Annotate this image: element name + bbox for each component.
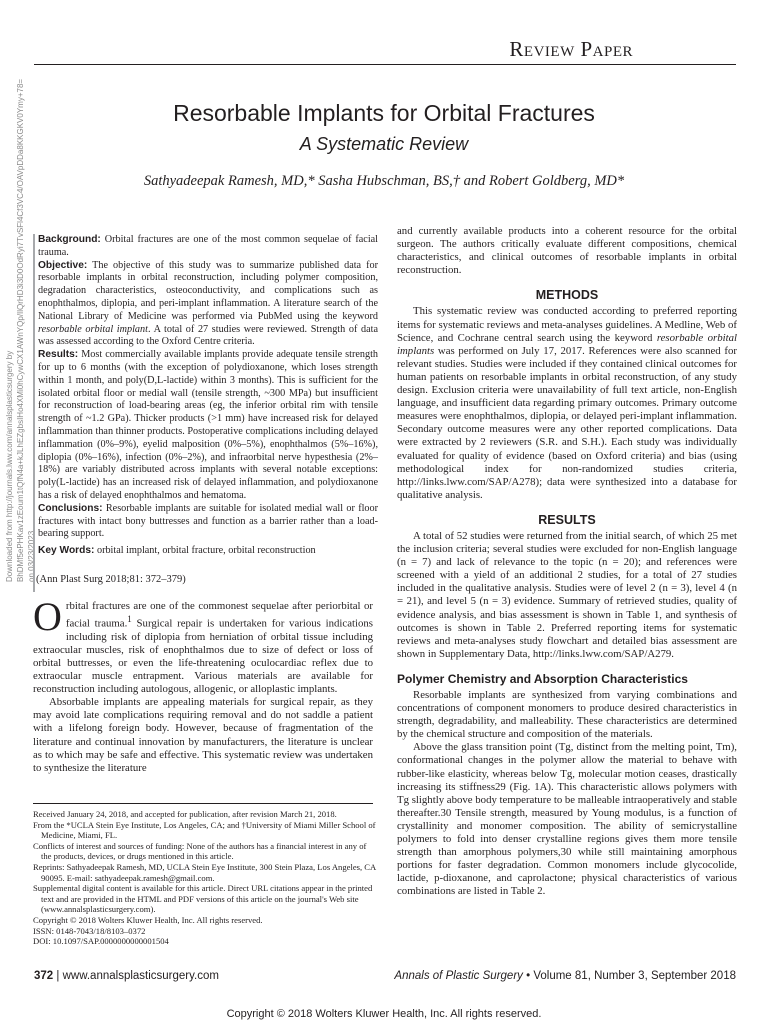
- keywords-label: Key Words:: [38, 545, 95, 557]
- article-title: Resorbable Implants for Orbital Fractures: [173, 100, 595, 126]
- footnote: Supplemental digital content is available for this article. Direct URL citations appear in the printed text and are provided in the HTML and PDF versions of this article on the journal's Web site (www.annalsplasticsurgery.com).: [33, 883, 373, 915]
- footer-right: [394, 970, 736, 982]
- footer-left: [34, 970, 219, 982]
- intro-body: [33, 594, 373, 775]
- footnote: Reprints: Sathyadeepak Ramesh, MD, UCLA Stein Eye Institute, 300 Stein Plaza, Los Angeles, CA 90095. E-mail: sathyadeepak.ramesh@gmail.com.: [33, 861, 376, 883]
- background-text: Orbital fractures are one of the most common sequelae of facial trauma.: [38, 234, 378, 258]
- objective-text: The objective of this study was to summarize published data for resorbable implants in orbital reconstruction, including polymer composition, degradation characteristics, osteoconductivity, and complications such as enophthalmos, diplopia, and peri-implant inflammation. A literature search of the National Library of Medicine was performed via PubMed using the keyword: [38, 259, 378, 322]
- intro-paragraph-1: [33, 594, 373, 696]
- results-text: Most commercially available implants provide adequate tensile strength for up to 6 months (with the exception of polydioxanone, which loses strength within 1 month, and poly(D,L-lactide) within 3 months). This is sufficient for the isolated orbital floor or medial wall (tensile strength, ~300 MPa) but insufficient for reconstruction of load-bearing areas (eg, the inferior orbital rim with tensile strength of ~1.2 GPa). Thicker products (>1 mm) have increased risk for delayed inflammation than thinner products. Postoperative complications including delayed inflammation (0%–9%), eyelid malposition (0%–5%), enophthalmos (5%–16%), diplopia (0%–16%), infection (0%–2%), and infraorbital nerve hypesthesia (2%–18%) are variably distributed across implants with several notable exceptions: poly(L-lactide) has an increased risk of delayed inflammation, and polydioxanone has a risk of delayed enophthalmos and hematoma.: [38, 349, 378, 501]
- header-rule: [34, 64, 736, 65]
- footer-separator: |: [56, 970, 63, 982]
- methods-keyword: resorbable orbital implants: [397, 331, 737, 357]
- footnote: DOI: 10.1097/SAP.0000000000001504: [33, 936, 169, 947]
- results-paragraph: A total of 52 studies were returned from the initial search, of which 25 met the inclusion criteria; several studies were excluded for non-English language (n = 7) and lack of relevance to the topic (n = 20); and references were screened with a yield of an additional 2 studies, for a total of 27 studies included in the qualitative analysis. Studies were of level 2 (n = 3), level 4 (n = 21), and level 5 (n = 3) evidence. Summary of retrieved studies, quality of evidence analysis, and bias assessment is shown in Table 1, and synthesis of outcomes is shown in Table 2. Preferred reporting items for systematic reviews and meta-analyses study flowchart and detailed bias assessment are shown in Supplementary Data, http://links.lww.com/SAP/A279.: [397, 529, 737, 660]
- objective-end: . A total of 27 studies were reviewed. Strength of data was assessed according to the Oxford Centre criteria.: [38, 323, 378, 348]
- download-watermark: Downloaded from http://journals.lww.com/annalsplasticsurgery by BhDMf5ePHKav1zEoum1tQfN4a+kJLhEZgbsIHo4XMi0hCywCX1AWnYQp/IlQrHD3i3D0OdRyi7TvSFl4Cf3VC4/OAVpDDa8KKGKV0Ymy+78= on 03/23/2023: [5, 78, 36, 582]
- abstract-objective: [38, 260, 378, 350]
- keywords-text: orbital implant, orbital fracture, orbital reconstruction: [96, 545, 316, 557]
- objective-label: Objective:: [38, 259, 88, 271]
- journal-website: www.annalsplasticsurgery.com: [62, 970, 219, 982]
- footnote: Received January 24, 2018, and accepted for publication, after revision March 21, 2018.: [33, 809, 337, 819]
- intro-p1-text: rbital fractures are one of the commonest sequelae after periorbital or facial trauma.: [65, 600, 373, 630]
- background-label: Background:: [38, 234, 101, 245]
- footnotes: [33, 809, 378, 947]
- objective-keyword: resorbable orbital implant: [38, 323, 148, 335]
- intro-paragraph-2: Absorbable implants are appealing materials for surgical repair, as they may avoid late complications requiring removal and do not saddle a patient with a lifelong foreign body. However, because of fragmentation of the literature and continual innovation by manufacturers, the literature is unclear as to which may be safe and effective. This systematic review was undertaken to synthesize the literature: [33, 696, 373, 774]
- footnote: ISSN: 0148-7043/18/8103–0372: [33, 925, 146, 936]
- abstract-results: [38, 349, 378, 503]
- polymer-paragraph-1: Resorbable implants are synthesized from varying combinations and concentrations of component monomers to produce desired characteristics in strength, degradability, and malleability. These characteristics are determined by the chemical structure and composition of the materials.: [397, 689, 737, 741]
- methods-paragraph: [397, 305, 737, 501]
- intro-p1-end: Surgical repair is undertaken for various indications including risk of diplopia from herniation of orbital tissue including extraocular muscles, risk of enophthalmos due to size of defect or loss of orbital buttresses, or even the life-threatening oculocardiac reflex due to extraocular muscle entrapment. Various materials are available for reconstruction including autologous, allogenic, or alloplastic implants.: [33, 617, 373, 696]
- results-label: Results:: [38, 349, 79, 361]
- abstract: [33, 234, 378, 592]
- methods-text-b: was performed on July 17, 2017. References were also scanned for relevant studies. Studies were included if they contained clinical outcomes for human patients on resorbable implants in orbital reconstruction, of any study design. Exclusion criteria were unavailability of full text article, non-English language, and insufficient data regarding primary outcomes. Primary outcome measures were enophthalmos, diplopia, or delayed peri-implant inflammation. Secondary outcome measures were any other reported complications. Data were extracted by 2 reviewers (S.R. and S.H.). Each study was individually evaluated for quality of evidence (based on Oxford criteria) and bias (using methodological index for non-randomized studies criteria, http://links.lww.com/SAP/A278); data were synthesized into a database for qualitative analysis.: [397, 344, 737, 501]
- methods-text-a: This systematic review was conducted according to preferred reporting items for systematic reviews and meta-analyses guidelines. A Medline, Web of Science, and Cochrane central search using the keyword: [397, 305, 737, 344]
- page-copyright: Copyright © 2018 Wolters Kluwer Health, Inc. All rights reserved.: [226, 1008, 542, 1020]
- methods-heading: METHODS: [535, 288, 599, 303]
- abstract-background: [38, 234, 378, 260]
- polymer-paragraph-2: Above the glass transition point (Tg, distinct from the melting point, Tm), conformational changes in the polymer allow the material to behave with rubber-like elasticity, whereas below Tg, molecular motion ceases, drastically increasing its stiffness29 (Fig. 1A). This characteristic allows polymers with Tg slightly above body temperature to be malleable intraoperatively and stable thereafter.30 Tensile strength, measured by Young modulus, is a function of crystallinity and monomer composition. The ability of semicrystalline polymers to fold into denser crystalline regions gives them more tensile strength than amorphous polymers,30 while still maintaining amorphous portions for faster degradation. Common monomers include glycocolide, lactide, p-dioxanone, and caprolactone; physical characteristics of various combinations are listed in Table 2.: [397, 741, 737, 898]
- abstract-keywords: [38, 545, 378, 558]
- intro-continuation: and currently available products into a coherent resource for the orbital surgeon. The authors critically evaluate different compositions, chemical characteristics, and clinical outcomes of resorbable implants in orbital reconstruction.: [397, 225, 737, 277]
- polymer-heading: Polymer Chemistry and Absorption Characteristics: [397, 671, 688, 686]
- bullet-separator: •: [526, 970, 534, 982]
- reference-marker: 1: [127, 614, 132, 625]
- article-subtitle: A Systematic Review: [299, 134, 469, 154]
- footnote: Copyright © 2018 Wolters Kluwer Health, Inc. All rights reserved.: [33, 914, 263, 925]
- right-column: [397, 225, 737, 899]
- results-heading: RESULTS: [538, 512, 596, 527]
- page-number: 372: [34, 970, 54, 982]
- author-list: Sathyadeepak Ramesh, MD,* Sasha Hubschman, BS,† and Robert Goldberg, MD*: [143, 173, 625, 189]
- citation: (Ann Plast Surg 2018;81: 372–379): [36, 574, 186, 585]
- issue-info: Volume 81, Number 3, September 2018: [533, 970, 736, 982]
- footnote: Conflicts of interest and sources of funding: None of the authors has a financial interest in any of the products, devices, or drugs mentioned in this article.: [33, 840, 367, 862]
- section-label: Review Paper: [509, 37, 633, 61]
- abstract-conclusions: [38, 503, 378, 541]
- drop-cap: O: [33, 594, 62, 639]
- footnote: From the *UCLA Stein Eye Institute, Los Angeles, CA; and †University of Miami Miller School of Medicine, Miami, FL.: [33, 819, 376, 841]
- footnote-rule: [33, 803, 373, 804]
- conclusions-text: Resorbable implants are suitable for isolated medial wall or floor fractures with intact bony buttresses and function as a barrier rather than a load-bearing support.: [38, 502, 378, 540]
- conclusions-label: Conclusions:: [38, 502, 103, 514]
- journal-name: Annals of Plastic Surgery: [394, 970, 523, 982]
